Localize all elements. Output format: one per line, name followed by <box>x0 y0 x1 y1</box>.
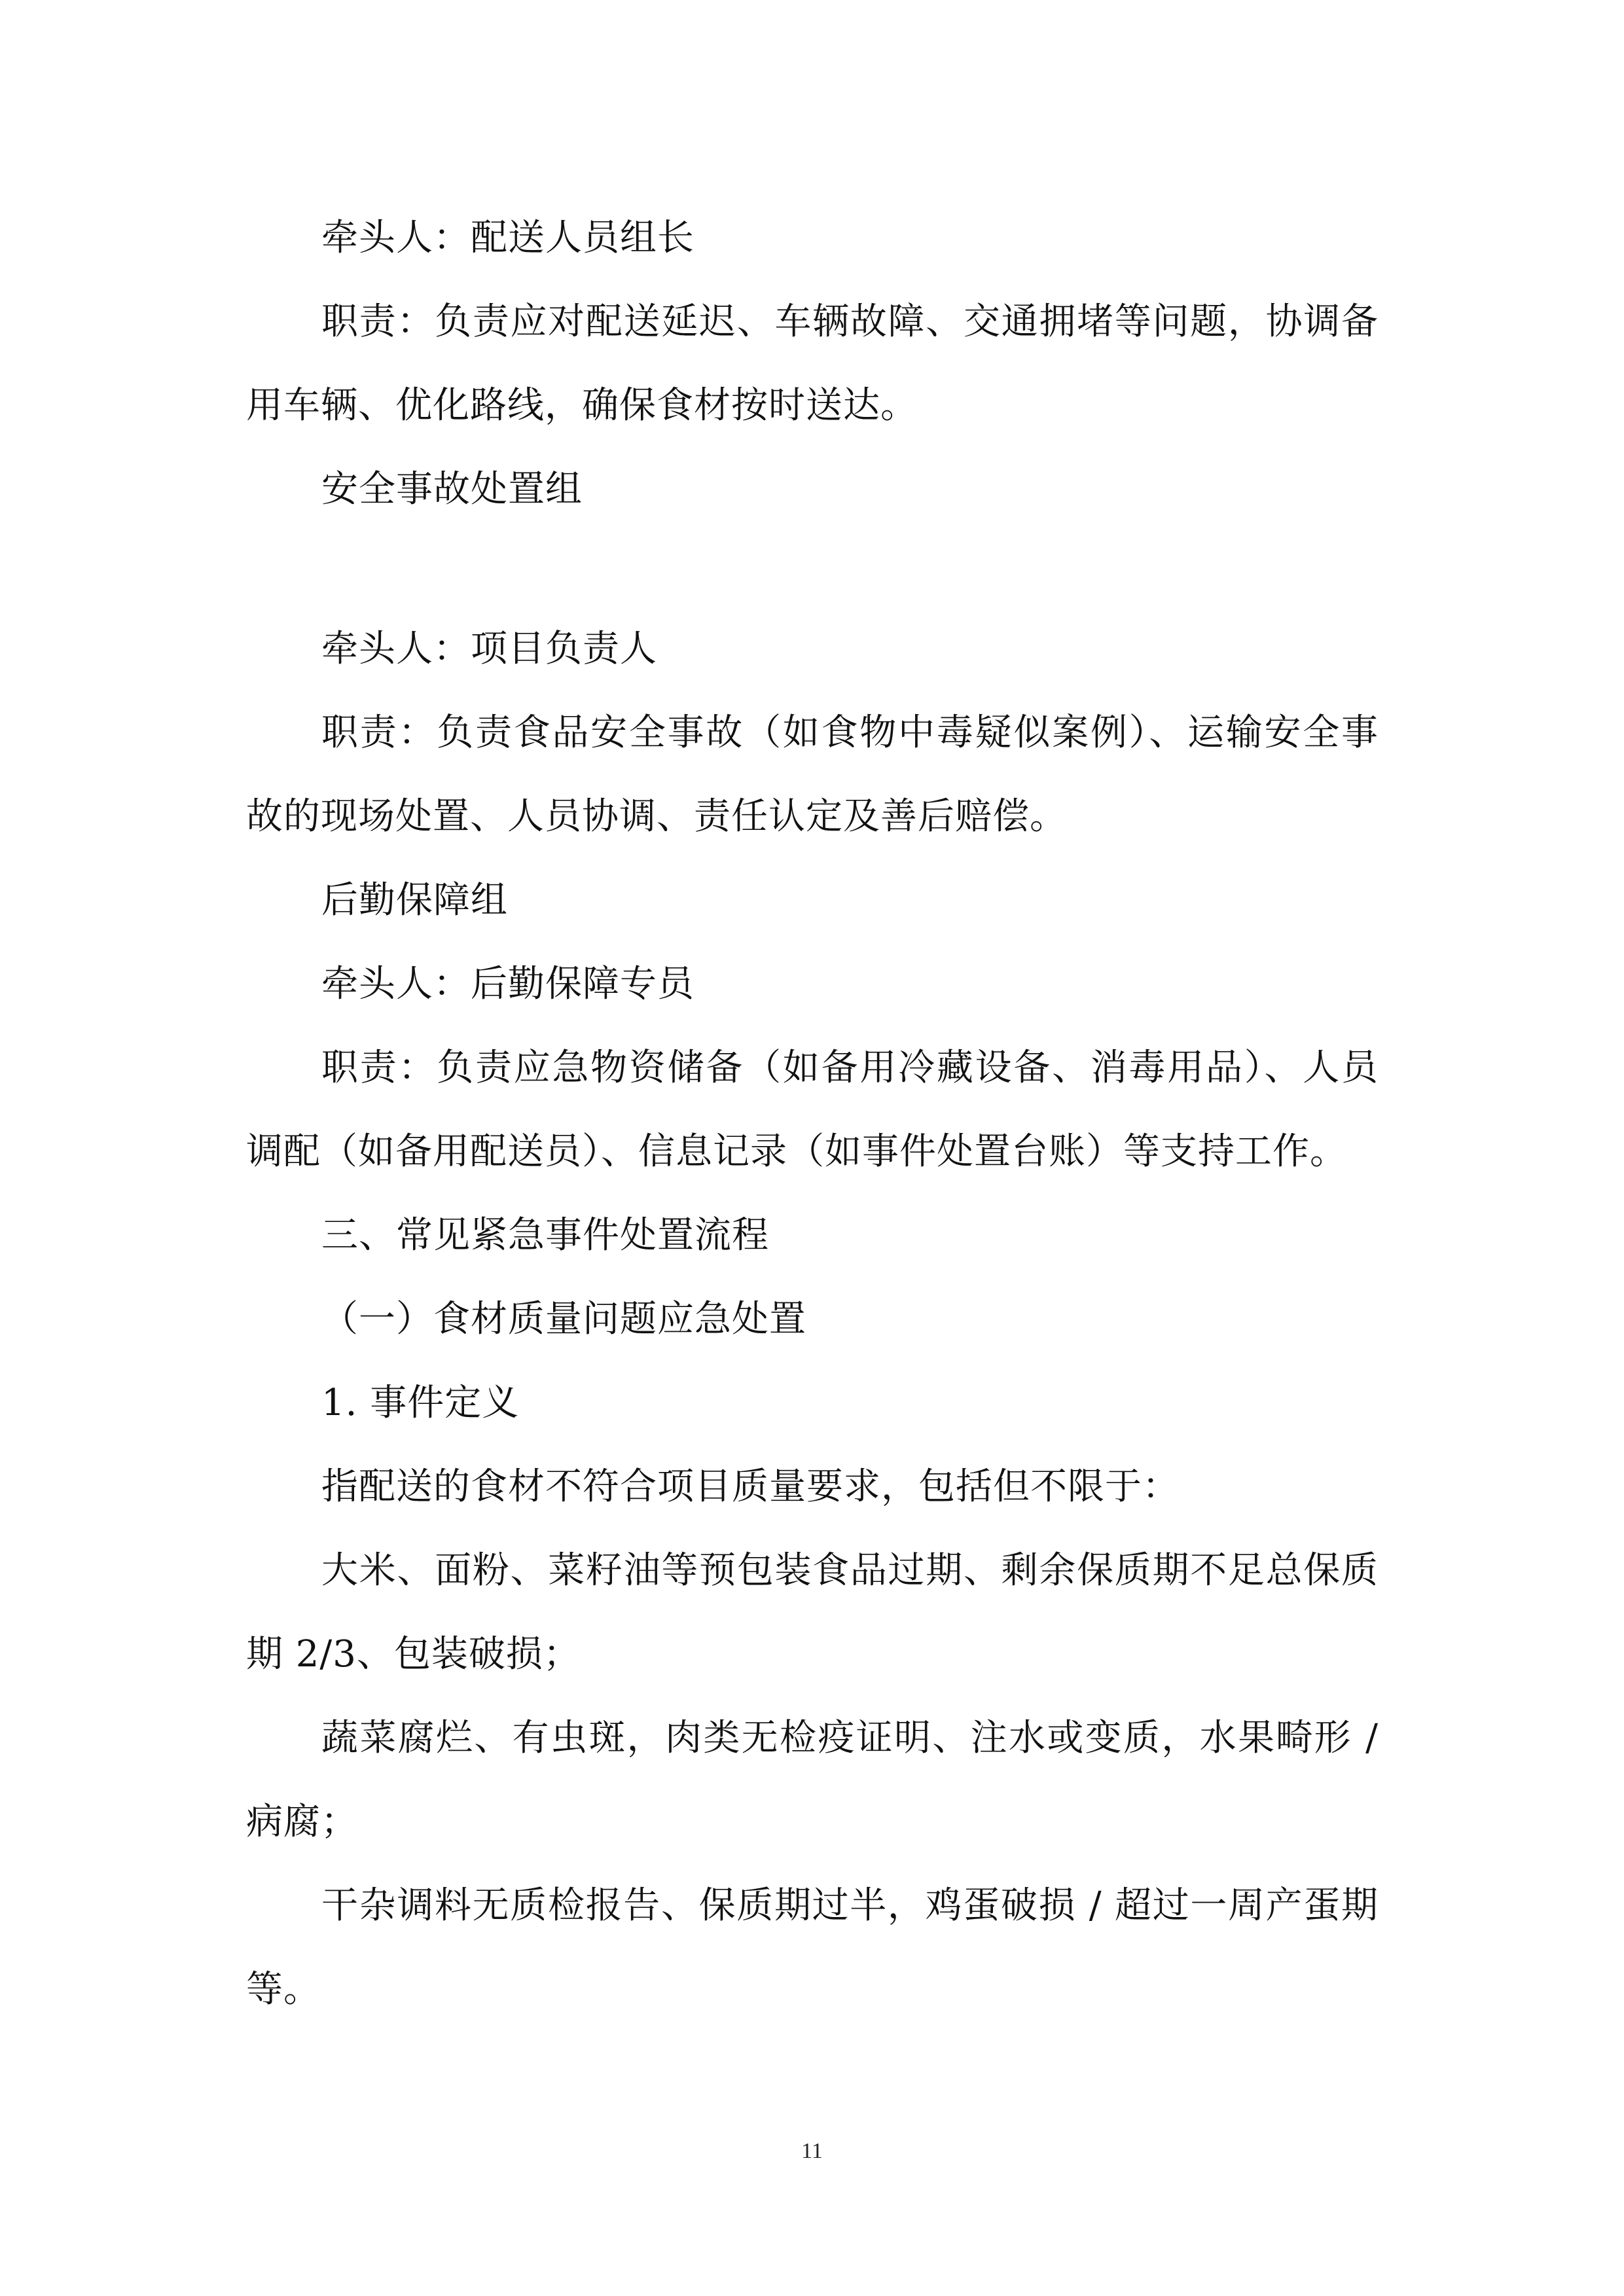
paragraph-packaged-food: 大米、面粉、菜籽油等预包装食品过期、剩余保质期不足总保质期 2/3、包装破损； <box>246 1549 1379 1676</box>
paragraph-dry-goods: 干杂调料无质检报告、保质期过半，鸡蛋破损 / 超过一周产蛋期等。 <box>246 1884 1379 2011</box>
paragraph-lead-safety: 牵头人：项目负责人 <box>321 628 657 670</box>
section-heading-procedures: 三、常见紧急事件处置流程 <box>321 1214 769 1257</box>
paragraph-duty-delivery: 职责：负责应对配送延迟、车辆故障、交通拥堵等问题，协调备用车辆、优化路线，确保食材按时送达。 <box>246 300 1379 427</box>
paragraph-definition: 指配送的食材不符合项目质量要求，包括但不限于： <box>321 1465 1180 1508</box>
heading-logistics-group: 后勤保障组 <box>321 879 508 922</box>
subsection-heading-quality: （一）食材质量问题应急处置 <box>321 1298 806 1340</box>
body-text <box>246 196 1379 2032</box>
paragraph-duty-logistics: 职责：负责应急物资储备（如备用冷藏设备、消毒用品）、人员调配（如备用配送员）、信息记录（如事件处置台账）等支持工作。 <box>246 1047 1379 1173</box>
paragraph-lead-logistics: 牵头人：后勤保障专员 <box>321 963 695 1005</box>
item-heading-definition: 1. 事件定义 <box>321 1382 520 1424</box>
paragraph-duty-safety: 职责：负责食品安全事故（如食物中毒疑似案例）、运输安全事故的现场处置、人员协调、责任认定及善后赔偿。 <box>246 711 1379 838</box>
paragraph-fresh-produce: 蔬菜腐烂、有虫斑，肉类无检疫证明、注水或变质，水果畸形 / 病腐； <box>246 1717 1379 1843</box>
paragraph-lead-delivery: 牵头人：配送人员组长 <box>321 217 695 259</box>
page-number: 11 <box>801 2139 823 2163</box>
heading-safety-group: 安全事故处置组 <box>321 468 583 511</box>
